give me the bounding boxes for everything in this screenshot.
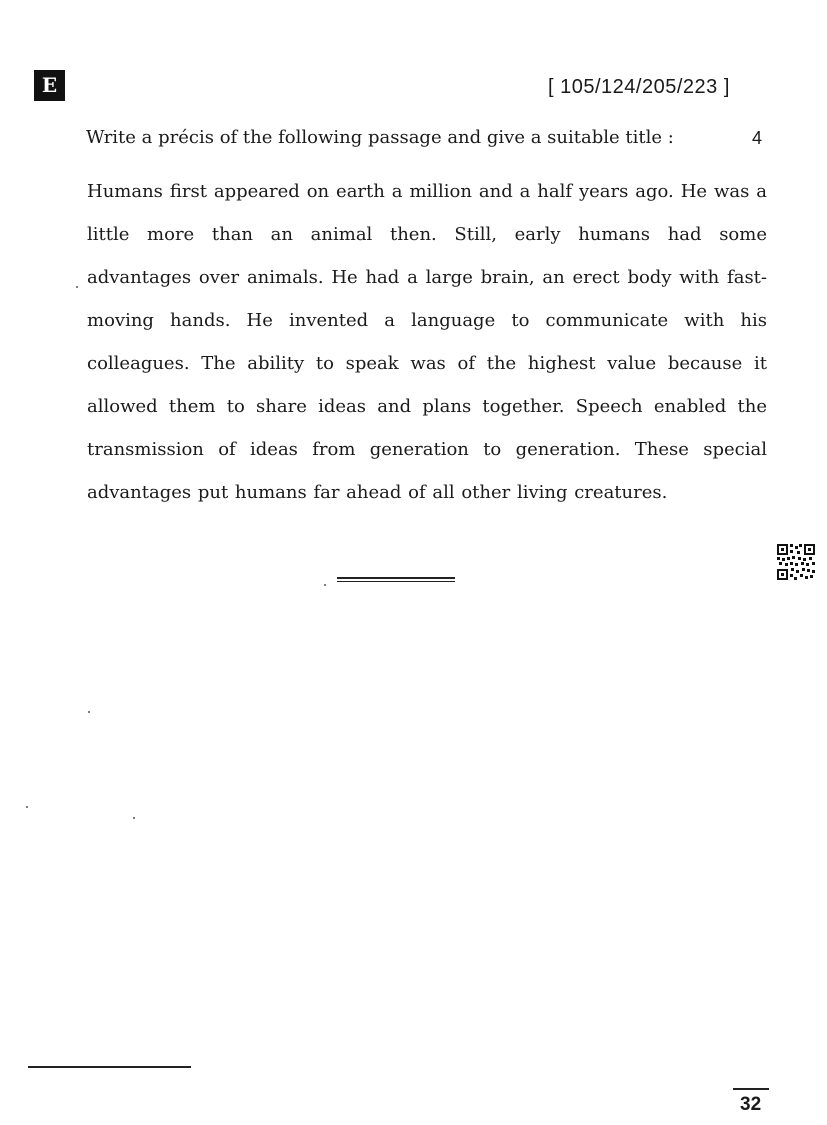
scan-speck	[26, 806, 28, 808]
scan-speck	[324, 584, 326, 586]
question-instruction: Write a précis of the following passage and give a suitable title :	[86, 127, 674, 148]
page-number: 32	[740, 1094, 762, 1115]
scan-speck	[88, 711, 90, 713]
scan-speck	[76, 286, 78, 288]
language-badge: E	[34, 70, 65, 101]
paper-codes: [ 105/124/205/223 ]	[548, 76, 730, 98]
end-of-passage-rule	[337, 577, 455, 579]
qr-code-icon	[776, 543, 816, 581]
page-number-rule	[733, 1088, 769, 1090]
scan-speck	[133, 817, 135, 819]
footer-rule	[28, 1066, 191, 1068]
question-marks: 4	[752, 128, 763, 148]
passage-text: Humans first appeared on earth a million and a half years ago. He was a little more than an animal then. Still, early humans had some advantages over animals. He had a large brain, an erect body with fast-moving hands. He invented a language to communicate with his colleagues. The ability to speak was of the highest value because it allowed them to share ideas and plans together. Speech enabled the transmission of ideas from generation to generation. These special advantages put humans far ahead of all other living creatures.	[87, 181, 767, 503]
